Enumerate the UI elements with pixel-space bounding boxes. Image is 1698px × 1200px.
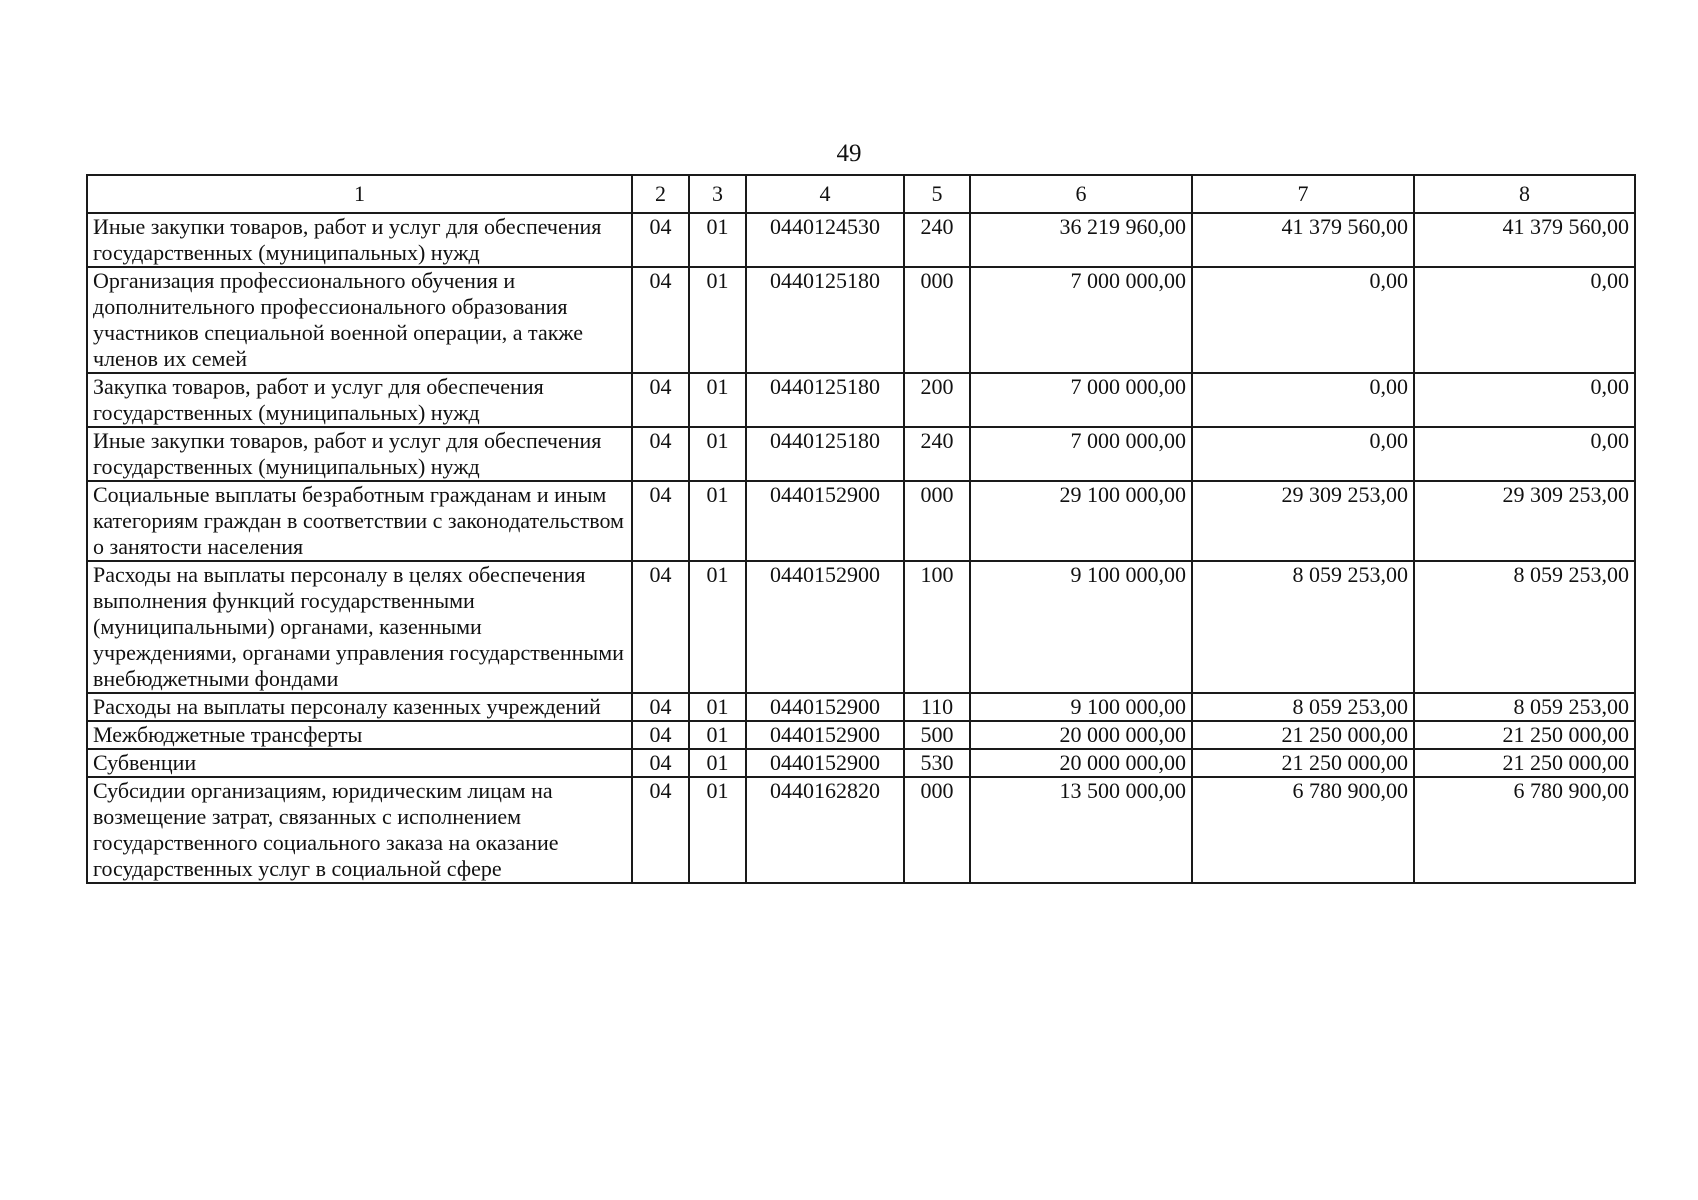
target-article-cell: 0440152900: [746, 721, 904, 749]
subsection-code-cell: 01: [689, 267, 746, 373]
column-header: 3: [689, 175, 746, 213]
amount-col7-cell: 8 059 253,00: [1192, 561, 1414, 693]
section-code-cell: 04: [632, 749, 689, 777]
subsection-code-cell: 01: [689, 749, 746, 777]
table-row: [87, 777, 1635, 883]
subsection-code-cell: 01: [689, 777, 746, 883]
subsection-code-cell: 01: [689, 213, 746, 267]
amount-col7-cell: 21 250 000,00: [1192, 749, 1414, 777]
table-row: [87, 693, 1635, 721]
column-header: 8: [1414, 175, 1635, 213]
amount-col8-cell: 21 250 000,00: [1414, 749, 1635, 777]
expense-type-cell: 240: [904, 213, 970, 267]
name-cell: Субсидии организациям, юридическим лицам на возмещение затрат, связанных с исполнением государственного социального заказа на оказание государственных услуг в социальной сфере: [87, 777, 632, 883]
subsection-code-cell: 01: [689, 693, 746, 721]
header-row: [87, 175, 1635, 213]
page-number: 49: [836, 140, 862, 167]
expense-type-cell: 200: [904, 373, 970, 427]
amount-col7-cell: 41 379 560,00: [1192, 213, 1414, 267]
amount-col7-cell: 6 780 900,00: [1192, 777, 1414, 883]
table-row: [87, 267, 1635, 373]
column-header: 4: [746, 175, 904, 213]
section-code-cell: 04: [632, 481, 689, 561]
table-row: [87, 749, 1635, 777]
name-cell: Организация профессионального обучения и дополнительного профессионального образования участников специальной военной операции, а также членов их семей: [87, 267, 632, 373]
table-row: [87, 481, 1635, 561]
table-row: [87, 561, 1635, 693]
section-code-cell: 04: [632, 267, 689, 373]
amount-col8-cell: 8 059 253,00: [1414, 561, 1635, 693]
section-code-cell: 04: [632, 721, 689, 749]
column-header: 5: [904, 175, 970, 213]
budget-table: [86, 174, 1636, 884]
section-code-cell: 04: [632, 777, 689, 883]
target-article-cell: 0440152900: [746, 749, 904, 777]
section-code-cell: 04: [632, 427, 689, 481]
amount-col8-cell: 0,00: [1414, 427, 1635, 481]
subsection-code-cell: 01: [689, 373, 746, 427]
target-article-cell: 0440152900: [746, 481, 904, 561]
expense-type-cell: 500: [904, 721, 970, 749]
target-article-cell: 0440152900: [746, 693, 904, 721]
amount-col6-cell: 20 000 000,00: [970, 749, 1192, 777]
expense-type-cell: 100: [904, 561, 970, 693]
table-row: [87, 373, 1635, 427]
name-cell: Субвенции: [87, 749, 632, 777]
amount-col6-cell: 29 100 000,00: [970, 481, 1192, 561]
expense-type-cell: 000: [904, 267, 970, 373]
amount-col7-cell: 0,00: [1192, 427, 1414, 481]
column-header: 1: [87, 175, 632, 213]
subsection-code-cell: 01: [689, 561, 746, 693]
target-article-cell: 0440124530: [746, 213, 904, 267]
amount-col8-cell: 29 309 253,00: [1414, 481, 1635, 561]
table-row: [87, 427, 1635, 481]
name-cell: Закупка товаров, работ и услуг для обеспечения государственных (муниципальных) нужд: [87, 373, 632, 427]
section-code-cell: 04: [632, 693, 689, 721]
table-row: [87, 213, 1635, 267]
target-article-cell: 0440125180: [746, 267, 904, 373]
amount-col8-cell: 8 059 253,00: [1414, 693, 1635, 721]
expense-type-cell: 110: [904, 693, 970, 721]
amount-col6-cell: 7 000 000,00: [970, 373, 1192, 427]
amount-col6-cell: 7 000 000,00: [970, 267, 1192, 373]
expense-type-cell: 240: [904, 427, 970, 481]
name-cell: Расходы на выплаты персоналу казенных учреждений: [87, 693, 632, 721]
amount-col8-cell: 0,00: [1414, 267, 1635, 373]
amount-col8-cell: 6 780 900,00: [1414, 777, 1635, 883]
amount-col7-cell: 0,00: [1192, 267, 1414, 373]
amount-col6-cell: 20 000 000,00: [970, 721, 1192, 749]
target-article-cell: 0440162820: [746, 777, 904, 883]
target-article-cell: 0440125180: [746, 427, 904, 481]
target-article-cell: 0440152900: [746, 561, 904, 693]
amount-col6-cell: 13 500 000,00: [970, 777, 1192, 883]
name-cell: Расходы на выплаты персоналу в целях обеспечения выполнения функций государственными (муниципальными) органами, казенными учреждениями, органами управления государственными внебюджетными фондами: [87, 561, 632, 693]
name-cell: Иные закупки товаров, работ и услуг для обеспечения государственных (муниципальных) нужд: [87, 427, 632, 481]
amount-col7-cell: 29 309 253,00: [1192, 481, 1414, 561]
amount-col6-cell: 36 219 960,00: [970, 213, 1192, 267]
table-row: [87, 721, 1635, 749]
expense-type-cell: 000: [904, 481, 970, 561]
subsection-code-cell: 01: [689, 721, 746, 749]
expense-type-cell: 000: [904, 777, 970, 883]
amount-col6-cell: 9 100 000,00: [970, 693, 1192, 721]
section-code-cell: 04: [632, 213, 689, 267]
subsection-code-cell: 01: [689, 481, 746, 561]
amount-col8-cell: 0,00: [1414, 373, 1635, 427]
amount-col7-cell: 0,00: [1192, 373, 1414, 427]
name-cell: Иные закупки товаров, работ и услуг для обеспечения государственных (муниципальных) нужд: [87, 213, 632, 267]
amount-col6-cell: 9 100 000,00: [970, 561, 1192, 693]
expense-type-cell: 530: [904, 749, 970, 777]
column-header: 2: [632, 175, 689, 213]
name-cell: Социальные выплаты безработным гражданам и иным категориям граждан в соответствии с законодательством о занятости населения: [87, 481, 632, 561]
target-article-cell: 0440125180: [746, 373, 904, 427]
amount-col8-cell: 21 250 000,00: [1414, 721, 1635, 749]
column-header: 7: [1192, 175, 1414, 213]
amount-col7-cell: 8 059 253,00: [1192, 693, 1414, 721]
name-cell: Межбюджетные трансферты: [87, 721, 632, 749]
section-code-cell: 04: [632, 561, 689, 693]
amount-col8-cell: 41 379 560,00: [1414, 213, 1635, 267]
column-header: 6: [970, 175, 1192, 213]
subsection-code-cell: 01: [689, 427, 746, 481]
amount-col7-cell: 21 250 000,00: [1192, 721, 1414, 749]
amount-col6-cell: 7 000 000,00: [970, 427, 1192, 481]
section-code-cell: 04: [632, 373, 689, 427]
